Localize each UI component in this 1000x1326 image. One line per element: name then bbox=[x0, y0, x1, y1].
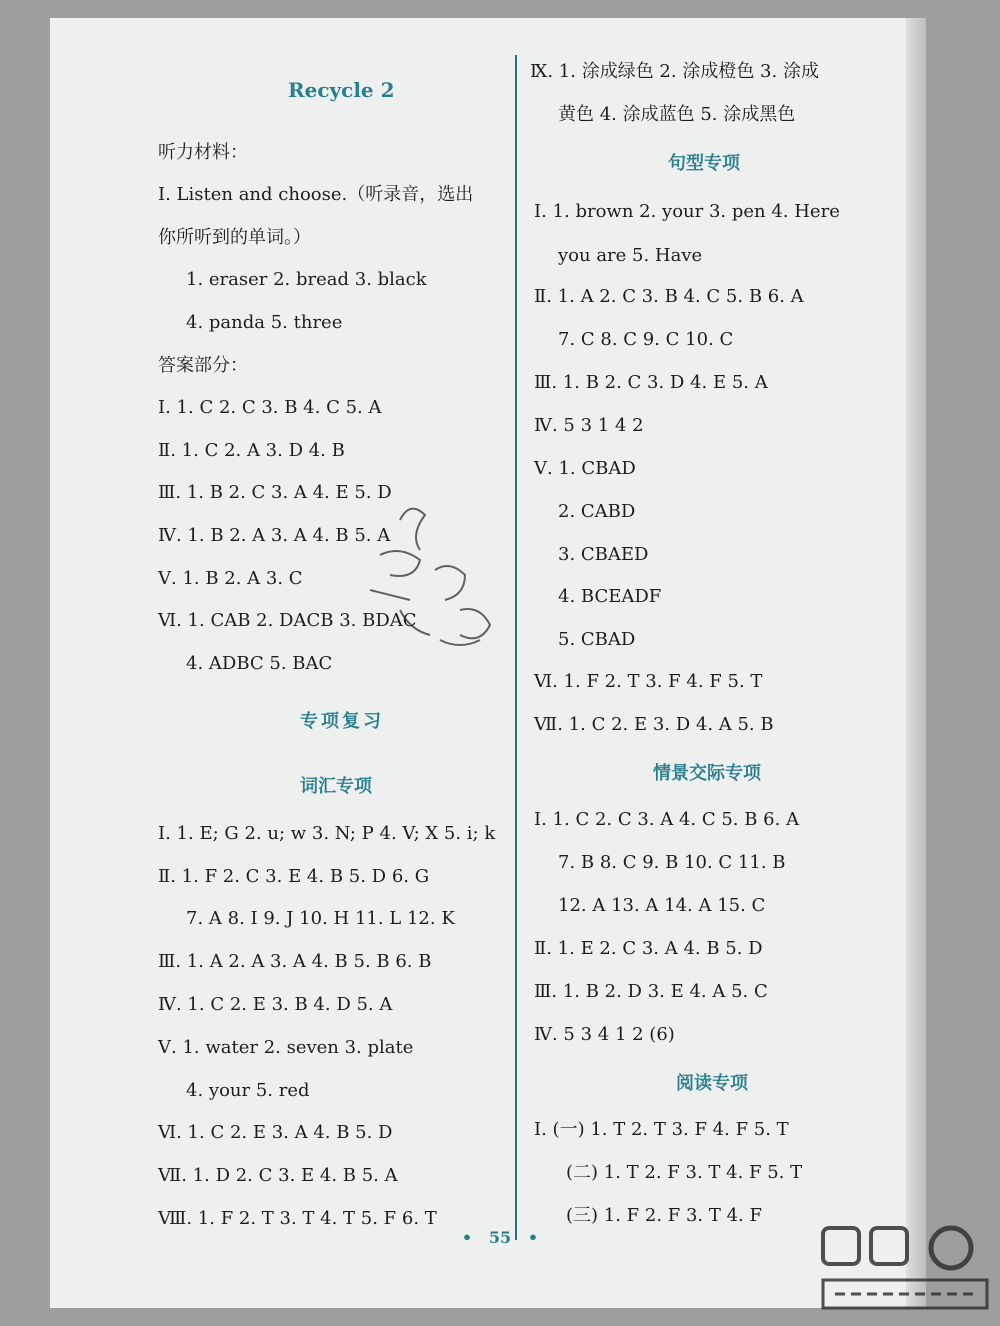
reading-title: 阅读专项 bbox=[676, 1073, 748, 1094]
sentence-title: 句型专项 bbox=[668, 153, 740, 174]
sentence-line: 2. CABD bbox=[558, 501, 636, 522]
reading-line: (二) 1. T 2. F 3. T 4. F 5. T bbox=[566, 1162, 803, 1183]
situation-line: Ⅱ. 1. E 2. C 3. A 4. B 5. D bbox=[534, 938, 763, 959]
situation-line: Ⅲ. 1. B 2. D 3. E 4. A 5. C bbox=[534, 981, 768, 1002]
reading-line: Ⅰ. (一) 1. T 2. T 3. F 4. F 5. T bbox=[534, 1119, 789, 1140]
recycle-title: Recycle 2 bbox=[288, 78, 395, 102]
listening-words-2: 4. panda 5. three bbox=[186, 312, 343, 333]
vocab-line: 4. your 5. red bbox=[186, 1080, 310, 1101]
sentence-line: Ⅵ. 1. F 2. T 3. F 4. F 5. T bbox=[534, 671, 763, 692]
situation-line: 12. A 13. A 14. A 15. C bbox=[558, 895, 766, 916]
vocab-line: 7. A 8. I 9. J 10. H 11. L 12. K bbox=[186, 908, 455, 929]
answer-label: 答案部分： bbox=[158, 355, 248, 376]
page-dot-right: • bbox=[527, 1228, 539, 1247]
situation-line: Ⅳ. 5 3 4 1 2 (6) bbox=[534, 1024, 675, 1045]
sentence-line: Ⅴ. 1. CBAD bbox=[534, 458, 636, 479]
page-edge bbox=[906, 18, 926, 1308]
sentence-line: 7. C 8. C 9. C 10. C bbox=[558, 329, 734, 350]
reading-line: (三) 1. F 2. F 3. T 4. F bbox=[566, 1205, 762, 1226]
answer-line: Ⅲ. 1. B 2. C 3. A 4. E 5. D bbox=[158, 482, 392, 503]
sentence-line: Ⅱ. 1. A 2. C 3. B 4. C 5. B 6. A bbox=[534, 286, 804, 307]
vocab-line: Ⅴ. 1. water 2. seven 3. plate bbox=[158, 1037, 414, 1058]
page-number bbox=[0, 1228, 1000, 1247]
answer-line: 4. ADBC 5. BAC bbox=[186, 653, 333, 674]
answer-line: Ⅵ. 1. CAB 2. DACB 3. BDAC bbox=[158, 610, 417, 631]
vocab-title: 词汇专项 bbox=[300, 776, 372, 797]
vocab-line: Ⅰ. 1. E; G 2. u; w 3. N; P 4. V; X 5. i; k bbox=[158, 823, 496, 844]
situation-line: 7. B 8. C 9. B 10. C 11. B bbox=[558, 852, 786, 873]
situation-title: 情景交际专项 bbox=[653, 763, 761, 784]
sentence-line: Ⅶ. 1. C 2. E 3. D 4. A 5. B bbox=[534, 714, 774, 735]
vocab-line: Ⅲ. 1. A 2. A 3. A 4. B 5. B 6. B bbox=[158, 951, 432, 972]
vocab-line: Ⅶ. 1. D 2. C 3. E 4. B 5. A bbox=[158, 1165, 398, 1186]
coloring-line-1: Ⅸ. 1. 涂成绿色 2. 涂成橙色 3. 涂成 bbox=[530, 61, 819, 82]
vocab-line: Ⅱ. 1. F 2. C 3. E 4. B 5. D 6. G bbox=[158, 866, 430, 887]
page-dot-left: • bbox=[461, 1228, 473, 1247]
sentence-line: Ⅳ. 5 3 1 4 2 bbox=[534, 415, 644, 436]
vocab-line: Ⅳ. 1. C 2. E 3. B 4. D 5. A bbox=[158, 994, 393, 1015]
listening-instruction: Ⅰ. Listen and choose.（听录音，选出 bbox=[158, 184, 474, 205]
listening-instruction-cont: 你所听到的单词。） bbox=[158, 227, 311, 248]
column-divider bbox=[515, 55, 517, 1240]
vocab-line: Ⅷ. 1. F 2. T 3. T 4. T 5. F 6. T bbox=[158, 1208, 437, 1229]
sentence-line: 4. BCEADF bbox=[558, 586, 662, 607]
page-number-text: 55 bbox=[488, 1228, 512, 1247]
vocab-line: Ⅵ. 1. C 2. E 3. A 4. B 5. D bbox=[158, 1122, 393, 1143]
sentence-line: 5. CBAD bbox=[558, 629, 636, 650]
sentence-line: Ⅰ. 1. brown 2. your 3. pen 4. Here bbox=[534, 201, 840, 222]
sentence-line: Ⅲ. 1. B 2. C 3. D 4. E 5. A bbox=[534, 372, 768, 393]
section-title: 专项复习 bbox=[300, 711, 384, 732]
answer-line: Ⅰ. 1. C 2. C 3. B 4. C 5. A bbox=[158, 397, 382, 418]
listening-label: 听力材料： bbox=[158, 142, 248, 163]
answer-line: Ⅴ. 1. B 2. A 3. C bbox=[158, 568, 303, 589]
sentence-line: 3. CBAED bbox=[558, 544, 649, 565]
sentence-line: you are 5. Have bbox=[558, 245, 703, 266]
situation-line: Ⅰ. 1. C 2. C 3. A 4. C 5. B 6. A bbox=[534, 809, 800, 830]
answer-line: Ⅱ. 1. C 2. A 3. D 4. B bbox=[158, 440, 345, 461]
answer-line: Ⅳ. 1. B 2. A 3. A 4. B 5. A bbox=[158, 525, 391, 546]
listening-words-1: 1. eraser 2. bread 3. black bbox=[186, 269, 427, 290]
coloring-line-2: 黄色 4. 涂成蓝色 5. 涂成黑色 bbox=[558, 104, 796, 125]
